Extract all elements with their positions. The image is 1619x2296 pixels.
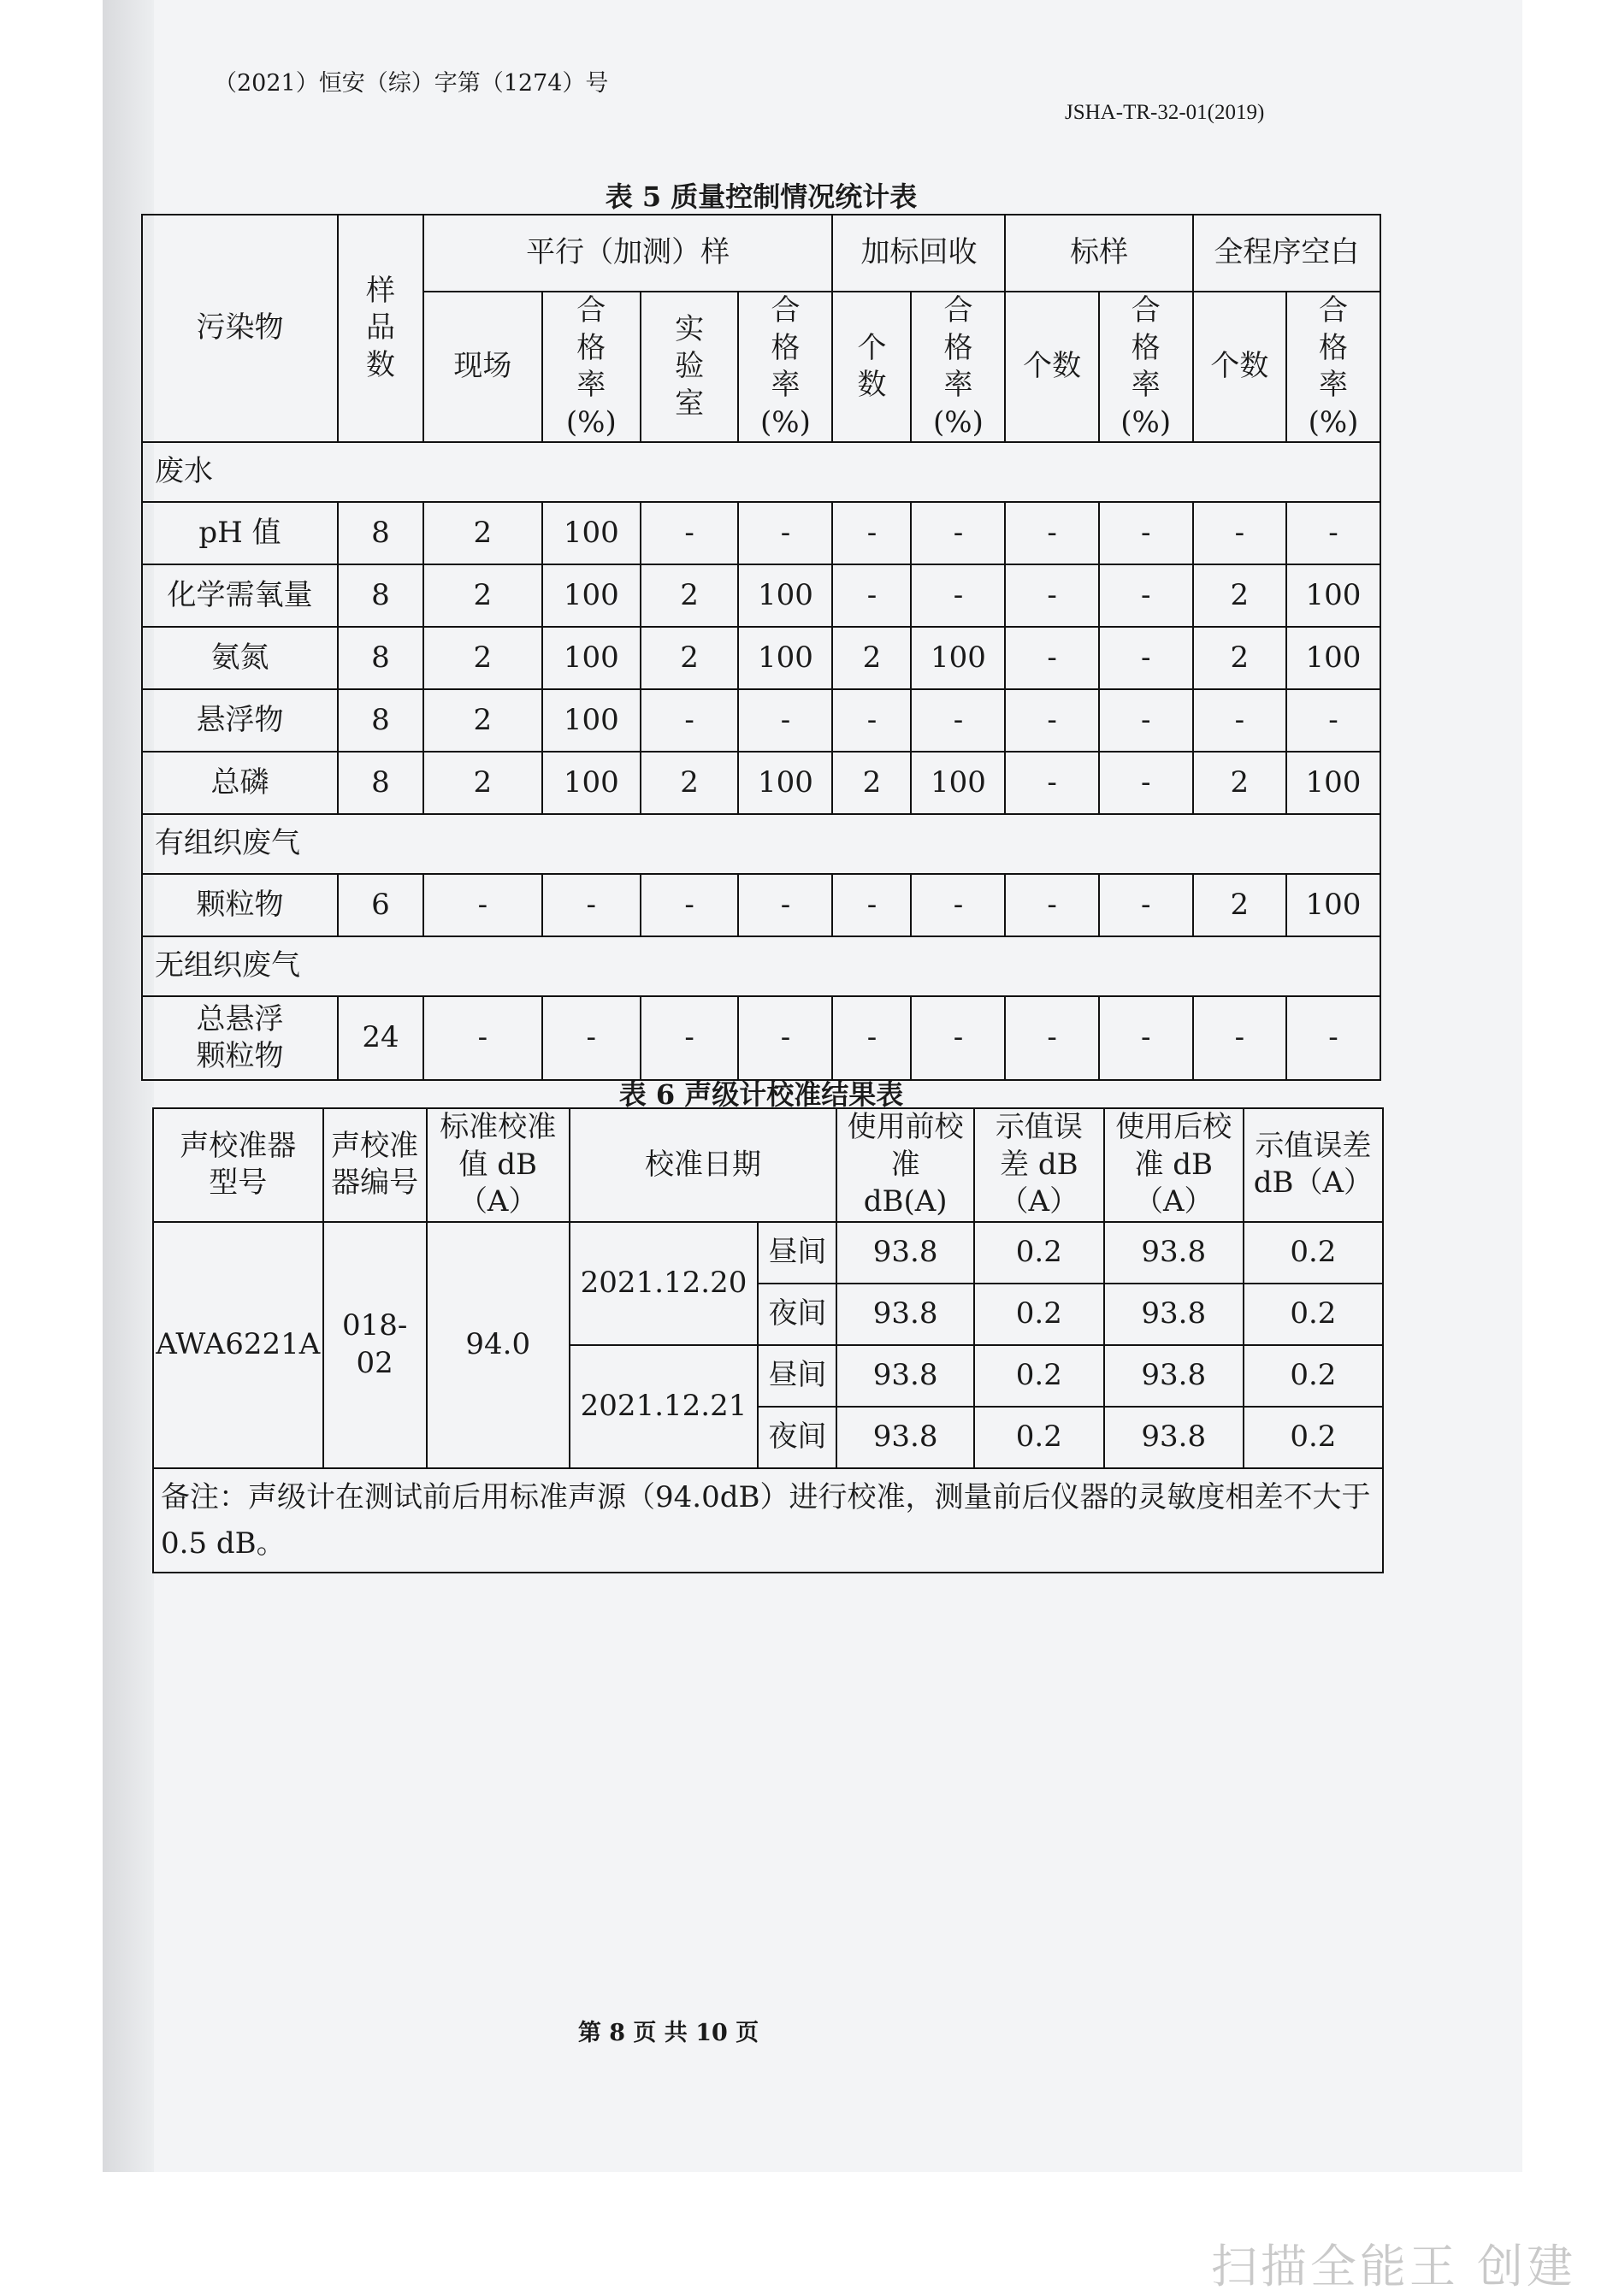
header-standard-value: 标准校准值 dB（A） — [427, 1108, 570, 1222]
data-cell: 100 — [738, 752, 832, 814]
header-count: 个数 — [1005, 292, 1098, 442]
data-cell: 100 — [542, 564, 641, 627]
header-lab: 实验室 — [641, 292, 739, 442]
data-cell: - — [832, 689, 911, 752]
header-date: 校准日期 — [570, 1108, 837, 1222]
data-cell: - — [641, 502, 739, 564]
header-blank: 全程序空白 — [1193, 215, 1380, 292]
data-cell: - — [1286, 689, 1380, 752]
table-row — [142, 996, 1380, 1080]
document-number: （2021）恒安（综）字第（1274）号 — [214, 70, 609, 97]
error-cell: 0.2 — [974, 1345, 1104, 1407]
before-cell: 93.8 — [836, 1407, 974, 1468]
sound-level-calibration-table — [152, 1107, 1384, 1573]
data-cell: - — [738, 689, 832, 752]
header-parallel: 平行（加测）样 — [423, 215, 833, 292]
data-cell: - — [1005, 874, 1098, 936]
data-cell: 6 — [338, 874, 423, 936]
header-rate: 合格率(%) — [1286, 292, 1380, 442]
data-cell: 2 — [1193, 752, 1286, 814]
data-cell: - — [911, 689, 1005, 752]
data-cell: 8 — [338, 627, 423, 689]
table-row — [142, 689, 1380, 752]
data-cell: 100 — [1286, 564, 1380, 627]
page-number-text: 第 8 页 共 10 页 — [577, 2020, 759, 2046]
table-row — [142, 752, 1380, 814]
data-cell: - — [641, 874, 739, 936]
data-cell: 8 — [338, 502, 423, 564]
error-cell: 0.2 — [974, 1407, 1104, 1468]
data-cell: 100 — [542, 502, 641, 564]
error-cell: 0.2 — [974, 1222, 1104, 1284]
pollutant-cell: 悬浮物 — [142, 689, 338, 752]
data-cell: - — [1005, 502, 1098, 564]
date-cell: 2021.12.21 — [570, 1345, 759, 1468]
data-cell: 100 — [911, 752, 1005, 814]
table5-caption: 表 5 质量控制情况统计表 — [605, 180, 918, 213]
pollutant-cell: pH 值 — [142, 502, 338, 564]
page-number — [0, 2014, 1619, 2047]
header-model: 声校准器型号 — [153, 1108, 323, 1222]
error-cell: 0.2 — [1244, 1407, 1383, 1468]
section-heading: 废水 — [142, 442, 1380, 502]
data-cell: - — [641, 689, 739, 752]
after-cell: 93.8 — [1104, 1407, 1244, 1468]
data-cell: 100 — [1286, 752, 1380, 814]
data-cell: - — [1005, 996, 1098, 1080]
error-cell: 0.2 — [974, 1284, 1104, 1345]
error-cell: 0.2 — [1244, 1222, 1383, 1284]
data-cell: 2 — [641, 752, 739, 814]
data-cell: - — [1005, 689, 1098, 752]
data-cell: - — [832, 996, 911, 1080]
table6-caption: 表 6 声级计校准结果表 — [618, 1078, 904, 1111]
header-after: 使用后校准 dB（A） — [1104, 1108, 1244, 1222]
pollutant-cell: 总悬浮颗粒物 — [142, 996, 338, 1080]
standard-value-cell: 94.0 — [427, 1222, 570, 1468]
pollutant-cell: 氨氮 — [142, 627, 338, 689]
header-sample-count: 样品数 — [338, 215, 423, 442]
data-cell: - — [738, 874, 832, 936]
after-cell: 93.8 — [1104, 1284, 1244, 1345]
header-site: 现场 — [423, 292, 542, 442]
data-cell: - — [1005, 627, 1098, 689]
data-cell: 2 — [1193, 564, 1286, 627]
before-cell: 93.8 — [836, 1284, 974, 1345]
header-error-1: 示值误差 dB（A） — [974, 1108, 1104, 1222]
data-cell: - — [1099, 689, 1193, 752]
data-cell: - — [1099, 752, 1193, 814]
header-pollutant: 污染物 — [142, 215, 338, 442]
data-cell: - — [542, 874, 641, 936]
period-cell: 夜间 — [758, 1284, 836, 1345]
data-cell: - — [911, 874, 1005, 936]
data-cell: - — [641, 996, 739, 1080]
data-cell: - — [832, 502, 911, 564]
data-cell: 100 — [738, 564, 832, 627]
data-cell: - — [738, 502, 832, 564]
table-row — [142, 502, 1380, 564]
data-cell: - — [423, 996, 542, 1080]
table-row — [142, 874, 1380, 936]
data-cell: - — [542, 996, 641, 1080]
date-cell: 2021.12.20 — [570, 1222, 759, 1345]
data-cell: 2 — [423, 752, 542, 814]
data-cell: - — [1193, 502, 1286, 564]
data-cell: - — [832, 564, 911, 627]
data-cell: 2 — [423, 564, 542, 627]
pollutant-cell: 总磷 — [142, 752, 338, 814]
data-cell: 2 — [641, 564, 739, 627]
data-cell: - — [1099, 627, 1193, 689]
data-cell: 100 — [911, 627, 1005, 689]
period-cell: 昼间 — [758, 1222, 836, 1284]
before-cell: 93.8 — [836, 1345, 974, 1407]
data-cell: 100 — [738, 627, 832, 689]
data-cell: - — [423, 874, 542, 936]
data-cell: 24 — [338, 996, 423, 1080]
before-cell: 93.8 — [836, 1222, 974, 1284]
data-cell: - — [738, 996, 832, 1080]
data-cell: 100 — [1286, 627, 1380, 689]
error-cell: 0.2 — [1244, 1345, 1383, 1407]
serial-cell: 018-02 — [323, 1222, 427, 1468]
data-cell: - — [1286, 502, 1380, 564]
data-cell: - — [1005, 564, 1098, 627]
data-cell: - — [911, 502, 1005, 564]
data-cell: 2 — [423, 627, 542, 689]
header-spike: 加标回收 — [832, 215, 1005, 292]
data-cell: 100 — [542, 752, 641, 814]
data-cell: - — [911, 996, 1005, 1080]
header-count: 个数 — [1193, 292, 1286, 442]
header-rate: 合格率(%) — [1099, 292, 1193, 442]
period-cell: 昼间 — [758, 1345, 836, 1407]
data-cell: - — [1005, 752, 1098, 814]
data-cell: 2 — [1193, 627, 1286, 689]
data-cell: 100 — [542, 627, 641, 689]
header-rate: 合格率(%) — [542, 292, 641, 442]
table-row — [153, 1222, 1383, 1284]
data-cell: - — [1099, 874, 1193, 936]
data-cell: - — [1099, 996, 1193, 1080]
scanner-watermark: 扫描全能王 创建 — [1210, 2240, 1576, 2293]
data-cell: - — [1193, 689, 1286, 752]
header-error-2: 示值误差 dB（A） — [1244, 1108, 1383, 1222]
data-cell: - — [1099, 502, 1193, 564]
pollutant-cell: 化学需氧量 — [142, 564, 338, 627]
header-rate: 合格率(%) — [738, 292, 832, 442]
header-before: 使用前校准 dB(A) — [836, 1108, 974, 1222]
table-row — [142, 564, 1380, 627]
data-cell: - — [1193, 996, 1286, 1080]
data-cell: 2 — [423, 689, 542, 752]
data-cell: 8 — [338, 752, 423, 814]
after-cell: 93.8 — [1104, 1222, 1244, 1284]
section-heading: 无组织废气 — [142, 936, 1380, 996]
after-cell: 93.8 — [1104, 1345, 1244, 1407]
table-row — [142, 627, 1380, 689]
header-count: 个数 — [832, 292, 911, 442]
data-cell: 8 — [338, 689, 423, 752]
data-cell: - — [1099, 564, 1193, 627]
quality-control-table — [141, 214, 1381, 1081]
header-rate: 合格率(%) — [911, 292, 1005, 442]
data-cell: 2 — [832, 752, 911, 814]
data-cell: - — [1286, 996, 1380, 1080]
data-cell: 2 — [641, 627, 739, 689]
header-standard: 标样 — [1005, 215, 1192, 292]
pollutant-cell: 颗粒物 — [142, 874, 338, 936]
data-cell: 2 — [423, 502, 542, 564]
form-code: JSHA-TR-32-01(2019) — [1065, 101, 1265, 124]
data-cell: 2 — [1193, 874, 1286, 936]
error-cell: 0.2 — [1244, 1284, 1383, 1345]
model-cell: AWA6221A — [153, 1222, 323, 1468]
header-serial: 声校准器编号 — [323, 1108, 427, 1222]
data-cell: 2 — [832, 627, 911, 689]
data-cell: - — [832, 874, 911, 936]
data-cell: 8 — [338, 564, 423, 627]
calibration-note: 备注：声级计在测试前后用标准声源（94.0dB）进行校准，测量前后仪器的灵敏度相差不大于 0.5 dB。 — [153, 1468, 1383, 1573]
data-cell: - — [911, 564, 1005, 627]
data-cell: 100 — [542, 689, 641, 752]
section-heading: 有组织废气 — [142, 814, 1380, 874]
data-cell: 100 — [1286, 874, 1380, 936]
period-cell: 夜间 — [758, 1407, 836, 1468]
